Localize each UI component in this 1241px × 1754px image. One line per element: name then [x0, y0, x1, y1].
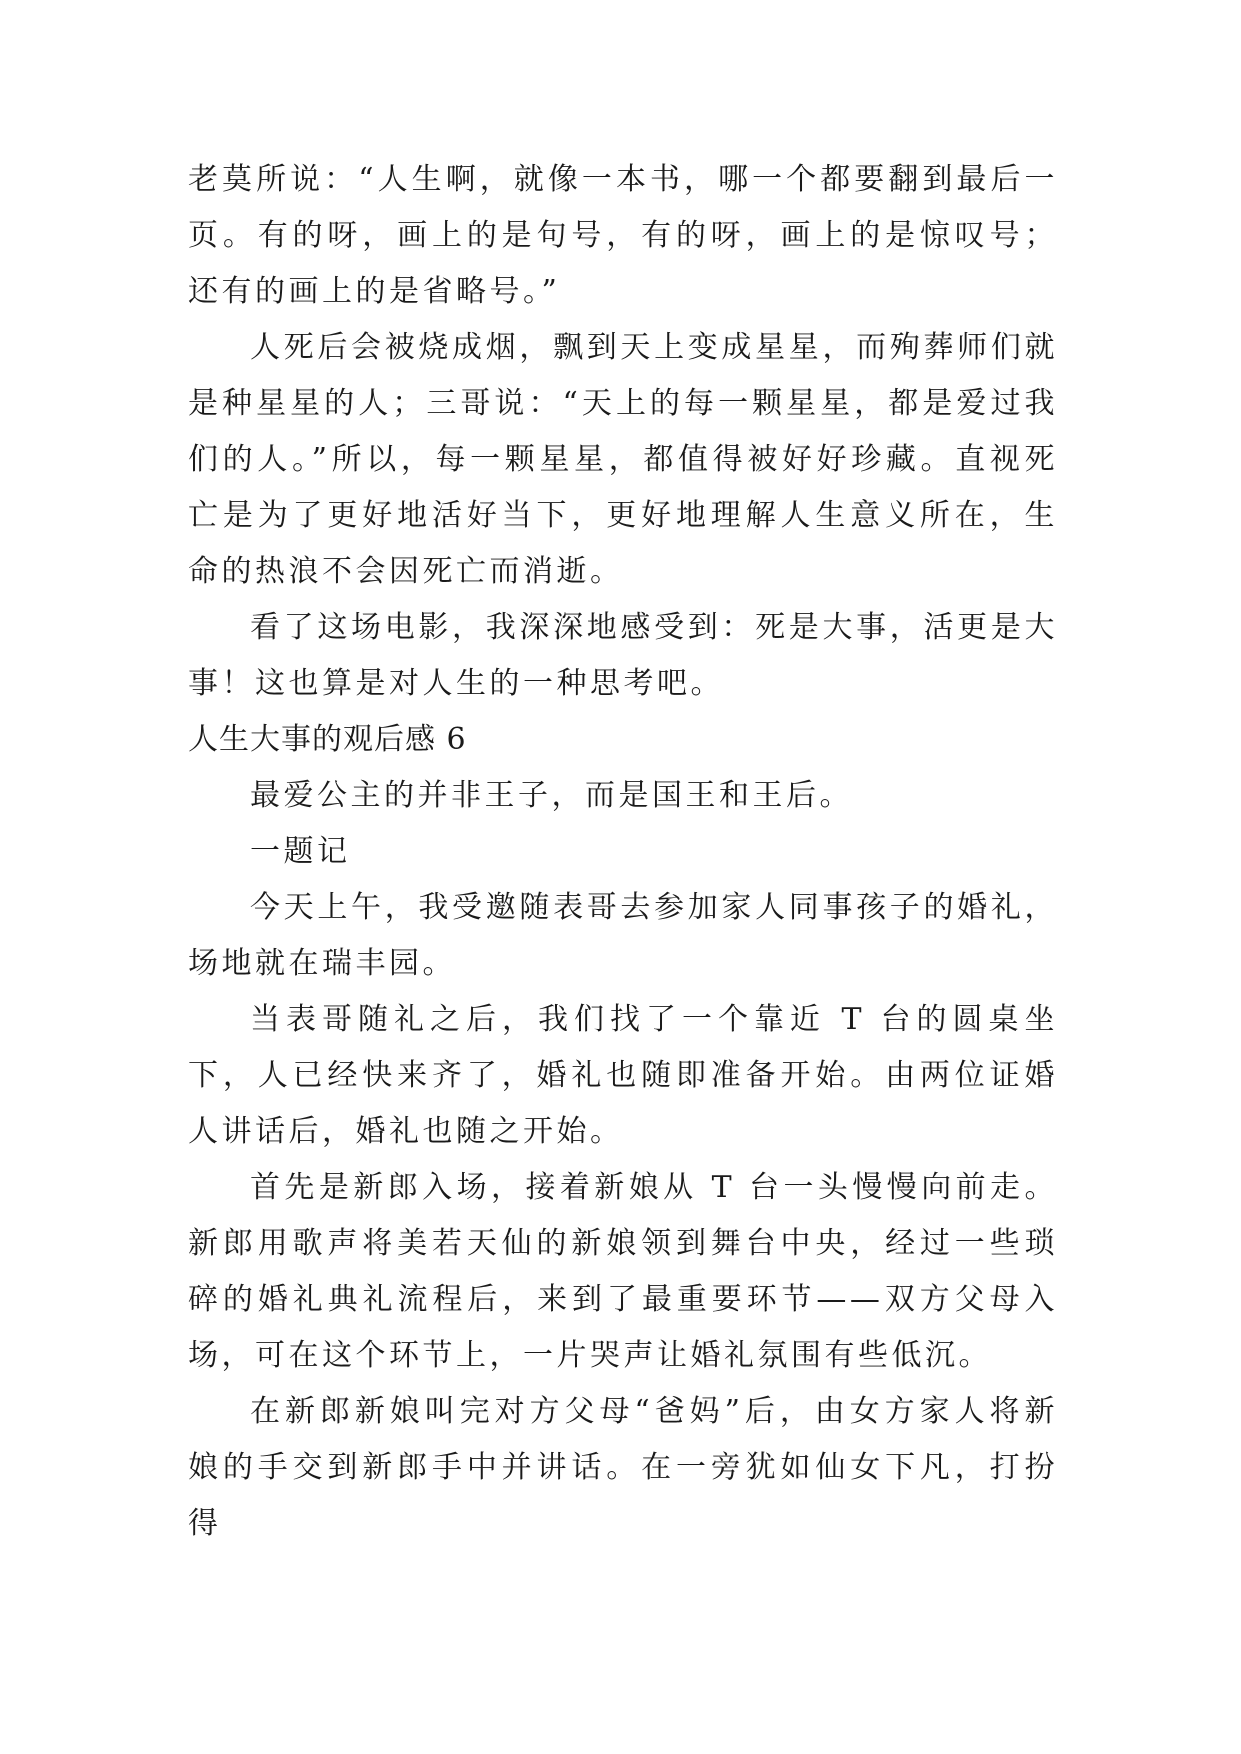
- paragraph-10: 在新郎新娘叫完对方父母“爸妈”后，由女方家人将新娘的手交到新郎手中并讲话。在一旁犹如仙女下凡，打扮得: [188, 1394, 1058, 1541]
- paragraph-7: 今天上午，我受邀随表哥去参加家人同事孩子的婚礼，场地就在瑞丰园。: [188, 890, 1058, 981]
- paragraph-8: 当表哥随礼之后，我们找了一个靠近 T 台的圆桌坐下，人已经快来齐了，婚礼也随即准备开始。由两位证婚人讲话后，婚礼也随之开始。: [188, 1002, 1058, 1149]
- paragraph-5: 最爱公主的并非王子，而是国王和王后。: [250, 778, 853, 813]
- paragraph-1: 老莫所说：“人生啊，就像一本书，哪一个都要翻到最后一页。有的呀，画上的是句号，有的呀，画上的是惊叹号；还有的画上的是省略号。”: [188, 162, 1058, 309]
- paragraph-9: 首先是新郎入场，接着新娘从 T 台一头慢慢向前走。新郎用歌声将美若天仙的新娘领到舞台中央，经过一些琐碎的婚礼典礼流程后，来到了最重要环节——双方父母入场，可在这个环节上，一片哭声让婚礼氛围有些低沉。: [188, 1170, 1058, 1373]
- paragraph-3: 看了这场电影，我深深地感受到：死是大事，活更是大事！这也算是对人生的一种思考吧。: [188, 610, 1058, 701]
- paragraph-2: 人死后会被烧成烟，飘到天上变成星星，而殉葬师们就是种星星的人；三哥说：“天上的每一颗星星，都是爱过我们的人。”所以，每一颗星星，都值得被好好珍藏。直视死亡是为了更好地活好当下，更好地理解人生意义所在，生命的热浪不会因死亡而消逝。: [188, 330, 1058, 589]
- section-heading: 人生大事的观后感 6: [188, 722, 467, 757]
- paragraph-6: 一题记: [250, 834, 351, 869]
- document-body: [188, 152, 1058, 1552]
